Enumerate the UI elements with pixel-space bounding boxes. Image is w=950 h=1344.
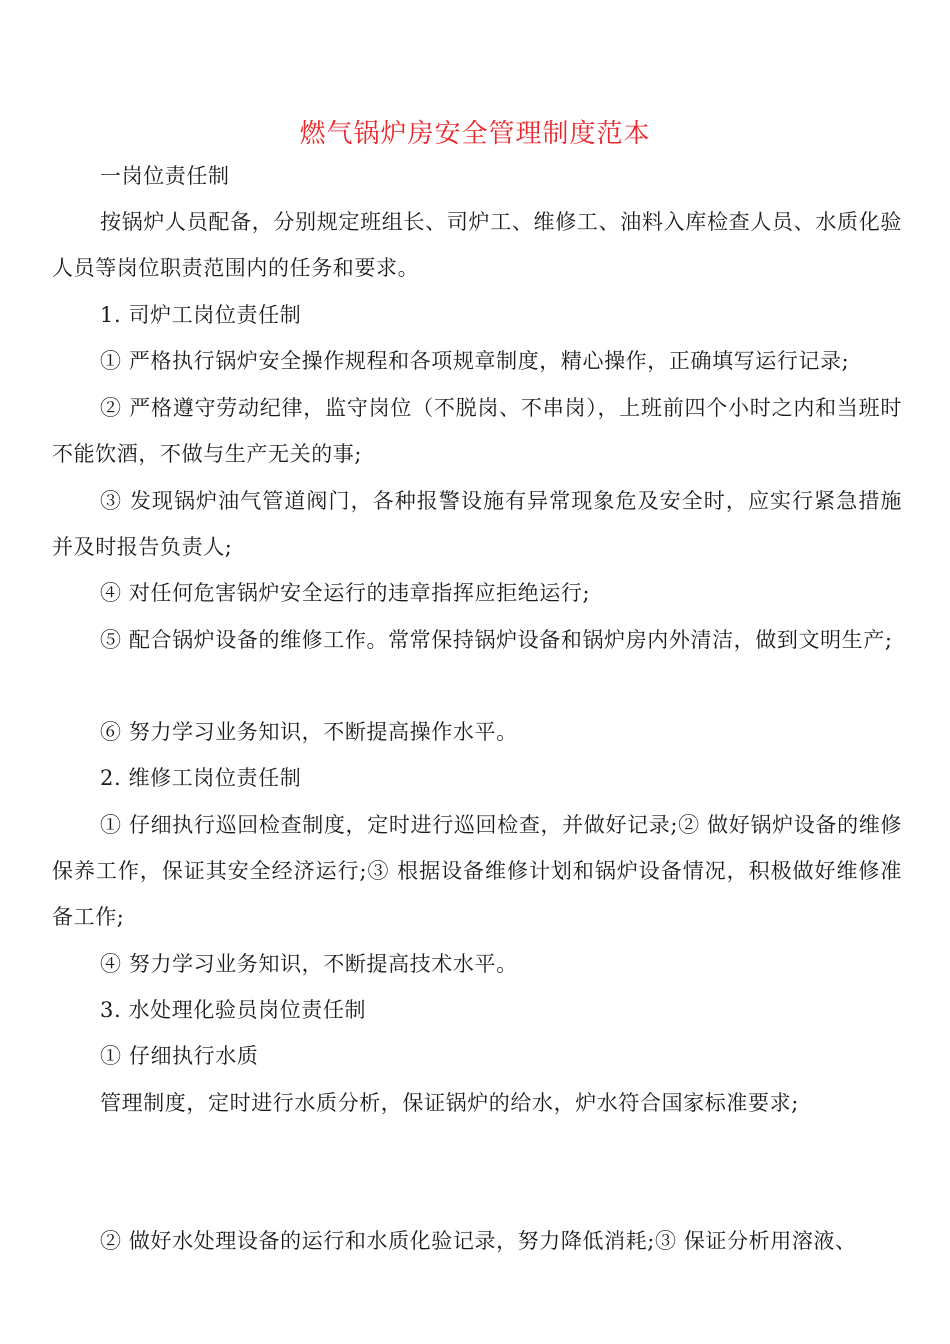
- list-item-water-1: ① 仔细执行水质: [100, 1044, 259, 1068]
- list-item-water-2-3: ② 做好水处理设备的运行和水质化验记录，努力降低消耗;③ 保证分析用溶液、: [100, 1229, 857, 1253]
- document-title: 燃气锅炉房安全管理制度范本: [299, 119, 651, 149]
- subheading-water-treatment: 3. 水处理化验员岗位责任制: [100, 998, 367, 1022]
- subheading-stoker: 1. 司炉工岗位责任制: [100, 303, 302, 327]
- list-item-maintenance-1-3: ① 仔细执行巡回检查制度，定时进行巡回检查，并做好记录;② 做好锅炉设备的维修保养工作，保证其安全经济运行;③ 根据设备维修计划和锅炉设备情况，积极做好维修准备工作;: [52, 813, 902, 929]
- list-item-maintenance-4: ④ 努力学习业务知识，不断提高技术水平。: [100, 952, 518, 976]
- list-item-stoker-2: ② 严格遵守劳动纪律，监守岗位（不脱岗、不串岗），上班前四个小时之内和当班时不能饮酒，不做与生产无关的事;: [52, 396, 902, 466]
- list-item-water-1-continued: 管理制度，定时进行水质分析，保证锅炉的给水，炉水符合国家标准要求;: [100, 1091, 799, 1115]
- list-item-stoker-6: ⑥ 努力学习业务知识，不断提高操作水平。: [100, 720, 518, 744]
- list-item-stoker-1: ① 严格执行锅炉安全操作规程和各项规章制度，精心操作，正确填写运行记录;: [100, 349, 850, 373]
- paragraph-intro: 按锅炉人员配备，分别规定班组长、司炉工、维修工、油料入库检查人员、水质化验人员等岗位职责范围内的任务和要求。: [52, 210, 902, 280]
- subheading-maintenance: 2. 维修工岗位责任制: [100, 766, 302, 790]
- list-item-stoker-3: ③ 发现锅炉油气管道阀门，各种报警设施有异常现象危及安全时，应实行紧急措施并及时报告负责人;: [52, 489, 902, 559]
- section-heading-responsibility: 一岗位责任制: [100, 164, 230, 188]
- list-item-stoker-4: ④ 对任何危害锅炉安全运行的违章指挥应拒绝运行;: [100, 581, 591, 605]
- list-item-stoker-5: ⑤ 配合锅炉设备的维修工作。常常保持锅炉设备和锅炉房内外清洁，做到文明生产;: [100, 628, 893, 652]
